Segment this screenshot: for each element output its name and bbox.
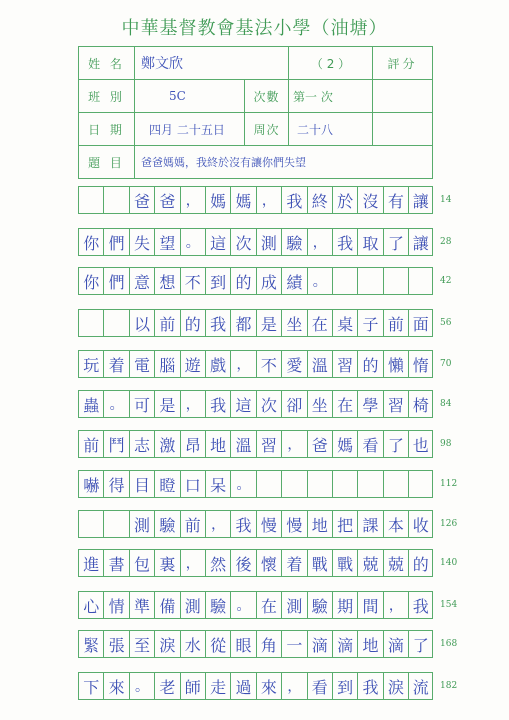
grid-cell: 流 <box>408 672 433 700</box>
grid-cell: 以 <box>129 309 154 337</box>
grid-cell <box>103 309 128 337</box>
topic-label: 題 目 <box>79 146 135 179</box>
grid-cell: 玩 <box>78 350 103 378</box>
student-number: （ 2 ） <box>289 47 373 80</box>
character-count: 56 <box>440 318 452 328</box>
grid-cell: 志 <box>129 430 154 458</box>
grid-cell: 。 <box>103 390 128 418</box>
grid-cell: 收 <box>408 510 433 538</box>
grid-cell: 也 <box>408 430 433 458</box>
grid-cell: 地 <box>205 430 230 458</box>
grid-cell: 這 <box>230 390 255 418</box>
grid-cell: 有 <box>383 186 408 214</box>
grid-cell: ， <box>180 186 205 214</box>
grid-cell: 想 <box>154 267 179 295</box>
grid-cell: 沒 <box>357 186 382 214</box>
grid-cell: 目 <box>129 470 154 498</box>
character-count: 182 <box>440 681 458 691</box>
grid-cell: 爸 <box>154 186 179 214</box>
character-count: 42 <box>440 276 452 286</box>
grid-cell: 習 <box>332 350 357 378</box>
grid-cell: 爸 <box>129 186 154 214</box>
grid-cell: 把 <box>332 510 357 538</box>
grid-row <box>78 430 434 458</box>
grid-cell: 慢 <box>281 510 306 538</box>
grid-cell: 我 <box>357 672 382 700</box>
grid-cell: 。 <box>129 672 154 700</box>
grid-cell <box>332 470 357 498</box>
grid-cell: 的 <box>408 549 433 577</box>
grid-cell: 媽 <box>230 186 255 214</box>
grid-cell: 在 <box>256 591 281 619</box>
character-count: 168 <box>440 639 458 649</box>
grid-row <box>78 630 434 658</box>
grid-row <box>78 510 434 538</box>
class-value: 5C <box>135 80 245 113</box>
grid-cell: 的 <box>230 267 255 295</box>
grid-cell: 驗 <box>154 510 179 538</box>
grid-cell <box>383 267 408 295</box>
grid-row <box>78 549 434 577</box>
grid-cell: 我 <box>408 591 433 619</box>
grid-cell: 來 <box>256 672 281 700</box>
grid-cell: 學 <box>357 390 382 418</box>
grid-cell: 昂 <box>180 430 205 458</box>
character-count: 126 <box>440 519 458 529</box>
page-title: 中華基督教會基法小學（油塘） <box>121 18 388 39</box>
grid-cell: 心 <box>78 591 103 619</box>
grid-cell: 眼 <box>230 630 255 658</box>
grid-cell: 我 <box>205 390 230 418</box>
grid-cell: 我 <box>281 186 306 214</box>
grid-cell <box>281 470 306 498</box>
grid-cell <box>78 309 103 337</box>
character-count: 98 <box>440 439 452 449</box>
grid-cell: 次 <box>256 390 281 418</box>
grid-cell: 腦 <box>154 350 179 378</box>
grid-cell: 蟲 <box>78 390 103 418</box>
grid-cell: 於 <box>332 186 357 214</box>
grid-cell: 滴 <box>332 630 357 658</box>
grid-cell: 取 <box>357 228 382 256</box>
grid-cell: 地 <box>307 510 332 538</box>
grid-cell: 滴 <box>383 630 408 658</box>
grid-cell: 老 <box>154 672 179 700</box>
grid-row <box>78 309 434 337</box>
grid-cell: 水 <box>180 630 205 658</box>
week-value: 二十八 <box>289 113 373 146</box>
grid-row <box>78 350 434 378</box>
character-count: 70 <box>440 359 452 369</box>
grid-cell: 惰 <box>408 350 433 378</box>
grid-cell <box>256 470 281 498</box>
grid-cell: 間 <box>357 591 382 619</box>
grid-cell: 戲 <box>205 350 230 378</box>
grid-cell: 我 <box>205 309 230 337</box>
grid-cell: 激 <box>154 430 179 458</box>
grid-cell: ， <box>256 186 281 214</box>
grid-cell: 前 <box>180 510 205 538</box>
grid-cell: 坐 <box>281 309 306 337</box>
grid-cell: 測 <box>129 510 154 538</box>
grid-cell: 失 <box>129 228 154 256</box>
grid-cell: 至 <box>129 630 154 658</box>
grid-cell <box>332 267 357 295</box>
grid-cell: 測 <box>256 228 281 256</box>
grid-cell: 得 <box>103 470 128 498</box>
grid-cell: 椅 <box>408 390 433 418</box>
grid-cell: 。 <box>307 267 332 295</box>
character-count: 28 <box>440 237 452 247</box>
grid-cell: 呆 <box>205 470 230 498</box>
grid-cell: 是 <box>154 390 179 418</box>
grid-cell: ， <box>180 549 205 577</box>
grid-cell: 我 <box>230 510 255 538</box>
grid-cell: 前 <box>78 430 103 458</box>
grid-cell: 卻 <box>281 390 306 418</box>
grid-cell: 書 <box>103 549 128 577</box>
grid-cell: 前 <box>154 309 179 337</box>
grid-cell: 們 <box>103 228 128 256</box>
grid-cell: ， <box>205 510 230 538</box>
grid-cell: 驗 <box>307 591 332 619</box>
grid-cell: 溫 <box>230 430 255 458</box>
grid-cell: 電 <box>129 350 154 378</box>
grid-row <box>78 672 434 700</box>
grid-cell: 是 <box>256 309 281 337</box>
grid-cell: 進 <box>78 549 103 577</box>
grid-row <box>78 591 434 619</box>
grid-cell: 在 <box>307 309 332 337</box>
grid-cell: 愛 <box>281 350 306 378</box>
character-count: 112 <box>440 479 458 489</box>
grid-cell: 測 <box>281 591 306 619</box>
grid-cell: 口 <box>180 470 205 498</box>
grid-cell: 走 <box>205 672 230 700</box>
grid-cell: 淚 <box>154 630 179 658</box>
grid-cell: 到 <box>332 672 357 700</box>
grid-cell <box>103 186 128 214</box>
grid-cell: 。 <box>230 591 255 619</box>
grid-cell: 準 <box>129 591 154 619</box>
grid-cell: 過 <box>230 672 255 700</box>
grid-cell: 可 <box>129 390 154 418</box>
grid-cell: 下 <box>78 672 103 700</box>
grid-cell: 兢 <box>357 549 382 577</box>
grid-cell: 爸 <box>307 430 332 458</box>
grid-cell: 面 <box>408 309 433 337</box>
grid-cell: 不 <box>256 350 281 378</box>
grid-cell: 後 <box>230 549 255 577</box>
score-label: 評分 <box>373 47 433 80</box>
grid-cell: 測 <box>180 591 205 619</box>
grid-cell: 嚇 <box>78 470 103 498</box>
grid-cell: 懶 <box>383 350 408 378</box>
grid-cell: 慢 <box>256 510 281 538</box>
grid-cell: 一 <box>281 630 306 658</box>
grid-cell: 驗 <box>205 591 230 619</box>
grid-cell: 瞪 <box>154 470 179 498</box>
grid-cell: 然 <box>205 549 230 577</box>
times-value: 第一 次 <box>289 80 373 113</box>
grid-cell: 讓 <box>408 186 433 214</box>
grid-cell: 意 <box>129 267 154 295</box>
grid-cell: 淚 <box>383 672 408 700</box>
grid-cell: 子 <box>357 309 382 337</box>
grid-cell: 媽 <box>332 430 357 458</box>
grid-cell: 次 <box>230 228 255 256</box>
name-value: 鄭文欣 <box>135 47 289 80</box>
grid-cell <box>408 267 433 295</box>
grid-row <box>78 228 434 256</box>
grid-cell: 驗 <box>281 228 306 256</box>
grid-cell: 你 <box>78 267 103 295</box>
grid-cell: 們 <box>103 267 128 295</box>
header-table <box>78 46 433 179</box>
grid-cell: 的 <box>357 350 382 378</box>
score-value <box>373 80 433 113</box>
grid-cell: 遊 <box>180 350 205 378</box>
grid-cell: 媽 <box>205 186 230 214</box>
grid-cell: 績 <box>281 267 306 295</box>
grid-cell: ， <box>281 672 306 700</box>
grid-cell: 。 <box>230 470 255 498</box>
grid-cell <box>383 470 408 498</box>
grid-cell: 兢 <box>383 549 408 577</box>
grid-cell: 看 <box>357 430 382 458</box>
character-count: 140 <box>440 558 458 568</box>
grid-cell: 。 <box>180 228 205 256</box>
grid-row <box>78 390 434 418</box>
grid-cell: 成 <box>256 267 281 295</box>
grid-cell: 着 <box>103 350 128 378</box>
grid-cell: 情 <box>103 591 128 619</box>
grid-cell: 師 <box>180 672 205 700</box>
grid-cell: 讓 <box>408 228 433 256</box>
grid-cell: 課 <box>357 510 382 538</box>
grid-cell: 備 <box>154 591 179 619</box>
grid-cell: 鬥 <box>103 430 128 458</box>
grid-cell: 前 <box>383 309 408 337</box>
grid-cell: 終 <box>307 186 332 214</box>
grid-cell <box>78 186 103 214</box>
grid-row <box>78 470 434 498</box>
grid-cell: 角 <box>256 630 281 658</box>
times-label: 次數 <box>245 80 289 113</box>
grid-cell: 都 <box>230 309 255 337</box>
grid-cell <box>307 470 332 498</box>
grid-cell: 着 <box>281 549 306 577</box>
grid-cell: ， <box>180 390 205 418</box>
name-label: 姓 名 <box>79 47 135 80</box>
grid-cell: 包 <box>129 549 154 577</box>
grid-cell: 的 <box>180 309 205 337</box>
grid-cell: 了 <box>408 630 433 658</box>
grid-cell: 這 <box>205 228 230 256</box>
grid-cell: ， <box>383 591 408 619</box>
date-label: 日 期 <box>79 113 135 146</box>
grid-cell: 在 <box>332 390 357 418</box>
grid-cell: 從 <box>205 630 230 658</box>
grid-cell <box>78 510 103 538</box>
grid-cell: 本 <box>383 510 408 538</box>
grid-cell: 不 <box>180 267 205 295</box>
grid-row <box>78 186 434 214</box>
grid-cell: 地 <box>357 630 382 658</box>
grid-cell: 裏 <box>154 549 179 577</box>
grid-cell: 望 <box>154 228 179 256</box>
week-label: 周次 <box>245 113 289 146</box>
grid-cell: 了 <box>383 430 408 458</box>
grid-cell: 張 <box>103 630 128 658</box>
grid-cell: 習 <box>383 390 408 418</box>
grid-cell: 我 <box>332 228 357 256</box>
grid-cell: 期 <box>332 591 357 619</box>
grid-cell: 溫 <box>307 350 332 378</box>
grid-cell: 滴 <box>307 630 332 658</box>
character-count: 154 <box>440 600 458 610</box>
grid-cell <box>357 470 382 498</box>
grid-cell: 桌 <box>332 309 357 337</box>
grid-cell: 來 <box>103 672 128 700</box>
grid-cell: ， <box>307 228 332 256</box>
class-label: 班 別 <box>79 80 135 113</box>
grid-cell: 戰 <box>307 549 332 577</box>
character-count: 84 <box>440 399 452 409</box>
grid-cell: 坐 <box>307 390 332 418</box>
grid-cell: ， <box>281 430 306 458</box>
grid-cell: 緊 <box>78 630 103 658</box>
grid-cell: 看 <box>307 672 332 700</box>
grid-cell: 你 <box>78 228 103 256</box>
grid-cell: 懷 <box>256 549 281 577</box>
grid-cell: ， <box>230 350 255 378</box>
grid-cell <box>408 470 433 498</box>
topic-value: 爸爸媽媽，我終於沒有讓你們失望 <box>135 146 433 179</box>
grid-cell: 到 <box>205 267 230 295</box>
grid-cell: 戰 <box>332 549 357 577</box>
character-count: 14 <box>440 195 452 205</box>
grid-cell: 了 <box>383 228 408 256</box>
grid-cell: 習 <box>256 430 281 458</box>
date-value: 四月 二十五日 <box>135 113 245 146</box>
score-value-2 <box>373 113 433 146</box>
grid-cell <box>103 510 128 538</box>
grid-cell <box>357 267 382 295</box>
grid-row <box>78 267 434 295</box>
